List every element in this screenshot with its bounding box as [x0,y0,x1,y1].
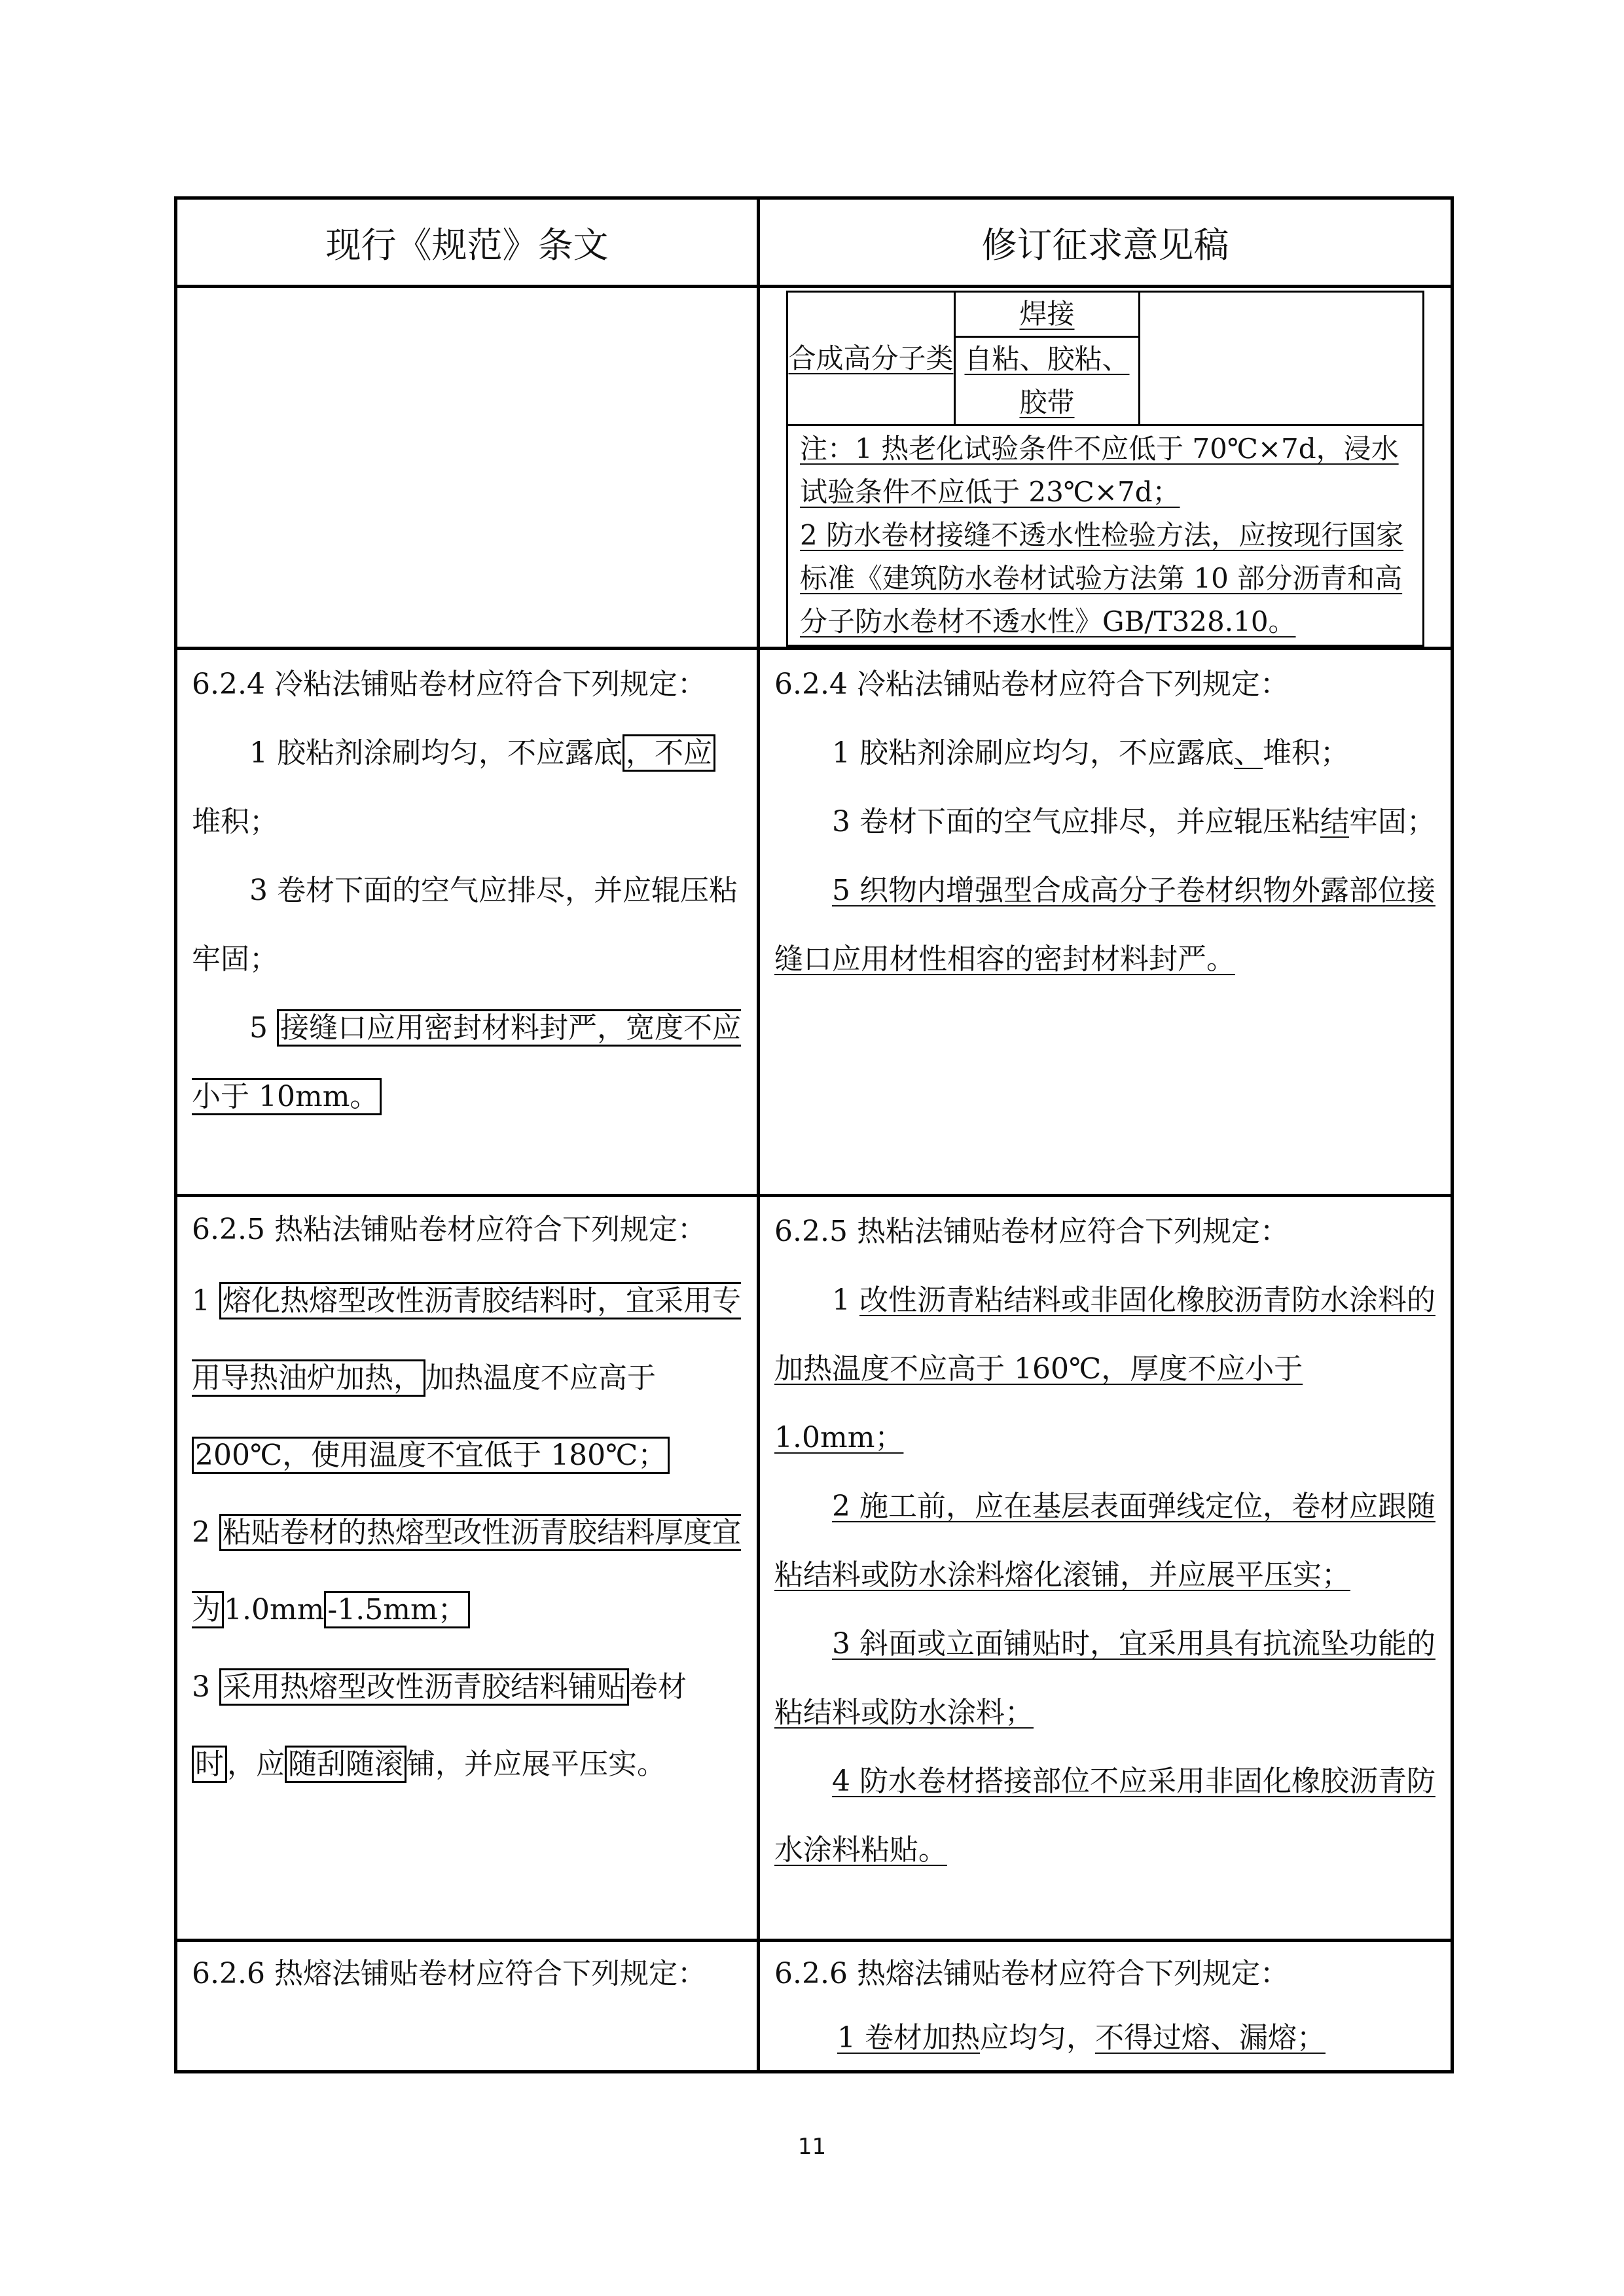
right-clause-6-2-6 [759,1941,1453,2072]
clause-item-1: 1 胶粘剂涂刷均匀，不应露底 ，不应堆积； [192,719,742,856]
clause-item-3: 3 卷材下面的空气应排尽，并应辊压粘牢固； [192,874,738,976]
category-cell: 合成高分子类 [787,292,955,425]
clause-title: 6.2.5 热粘法铺贴卷材应符合下列规定： [192,1213,706,1246]
comparison-table [174,196,1454,2073]
clause-item-1: 1 改性沥青粘结料或非固化橡胶沥青防水涂料的加热温度不应高于 160℃，厚度不应小于 1.0mm； [774,1283,1435,1454]
table-row [176,287,1453,649]
left-clause-6-2-4 [176,649,759,1196]
clause-title: 6.2.4 冷粘法铺贴卷材应符合下列规定： [774,668,1289,701]
clause-title: 6.2.6 热熔法铺贴卷材应符合下列规定： [774,1957,1289,1990]
clause-item-3: 3 斜面或立面铺贴时，宜采用具有抗流坠功能的粘结料或防水涂料； [774,1627,1435,1729]
clause-item-3: 3 采用热熔型改性沥青胶结料铺贴 卷材时 ，应 随刮随滚 铺，并应展平压实。 [192,1649,742,1803]
method-adhesive-cell: 自粘、胶粘、胶带 [955,337,1140,425]
clause-item-1: 1 卷材加热应均匀，不得过熔、漏熔； [837,2021,1326,2054]
header-revised-draft: 修订征求意见稿 [759,198,1453,287]
note-cell [787,425,1424,646]
left-clause-6-2-5 [176,1196,759,1941]
table-header-row [176,198,1453,287]
right-cell-inner-table [759,287,1453,649]
nested-table [786,291,1424,647]
clause-item-4: 4 防水卷材搭接部位不应采用非固化橡胶沥青防水涂料粘贴。 [774,1765,1435,1867]
clause-item-3: 3 卷材下面的空气应排尽，并应辊压粘结牢固； [832,805,1435,838]
right-clause-6-2-4 [759,649,1453,1196]
table-row [176,1941,1453,2072]
clause-item-2: 2 粘贴卷材的热熔型改性沥青胶结料厚度宜为 1.0mm -1.5mm； [192,1494,742,1649]
method-weld-cell: 焊接 [955,292,1140,337]
header-current-clause: 现行《规范》条文 [176,198,759,287]
table-row [176,1196,1453,1941]
left-clause-6-2-6 [176,1941,759,2072]
clause-title: 6.2.4 冷粘法铺贴卷材应符合下列规定： [192,668,706,701]
clause-item-5: 5 接缝口应用密封材料封严，宽度不应小于 10mm。 [192,994,742,1131]
note-2: 2 防水卷材接缝不透水性检验方法，应按现行国家标准《建筑防水卷材试验方法第 10 部分沥青和高分子防水卷材不透水性》GB/T328.10。 [800,519,1404,637]
clause-title: 6.2.6 热熔法铺贴卷材应符合下列规定： [192,1957,706,1990]
note-1: 注：1 热老化试验条件不应低于 70℃×7d，浸水试验条件不应低于 23℃×7d； [800,433,1399,508]
blank-value-cell [1140,292,1424,425]
table-row [176,649,1453,1196]
clause-title: 6.2.5 热粘法铺贴卷材应符合下列规定： [774,1215,1289,1248]
left-cell-empty [176,287,759,649]
clause-item-2: 2 施工前，应在基层表面弹线定位，卷材应跟随粘结料或防水涂料熔化滚铺，并应展平压实； [774,1490,1435,1592]
clause-item-1: 1 胶粘剂涂刷应均匀，不应露底、堆积； [832,736,1349,770]
clause-item-1: 1 熔化热熔型改性沥青胶结料时，宜采用专用导热油炉加热， 加热温度不应高于 200℃，使用温度不宜低于 180℃； [192,1263,742,1494]
right-clause-6-2-5 [759,1196,1453,1941]
page-number: 11 [797,2134,827,2160]
clause-item-5: 5 织物内增强型合成高分子卷材织物外露部位接缝口应用材性相容的密封材料封严。 [774,874,1435,976]
